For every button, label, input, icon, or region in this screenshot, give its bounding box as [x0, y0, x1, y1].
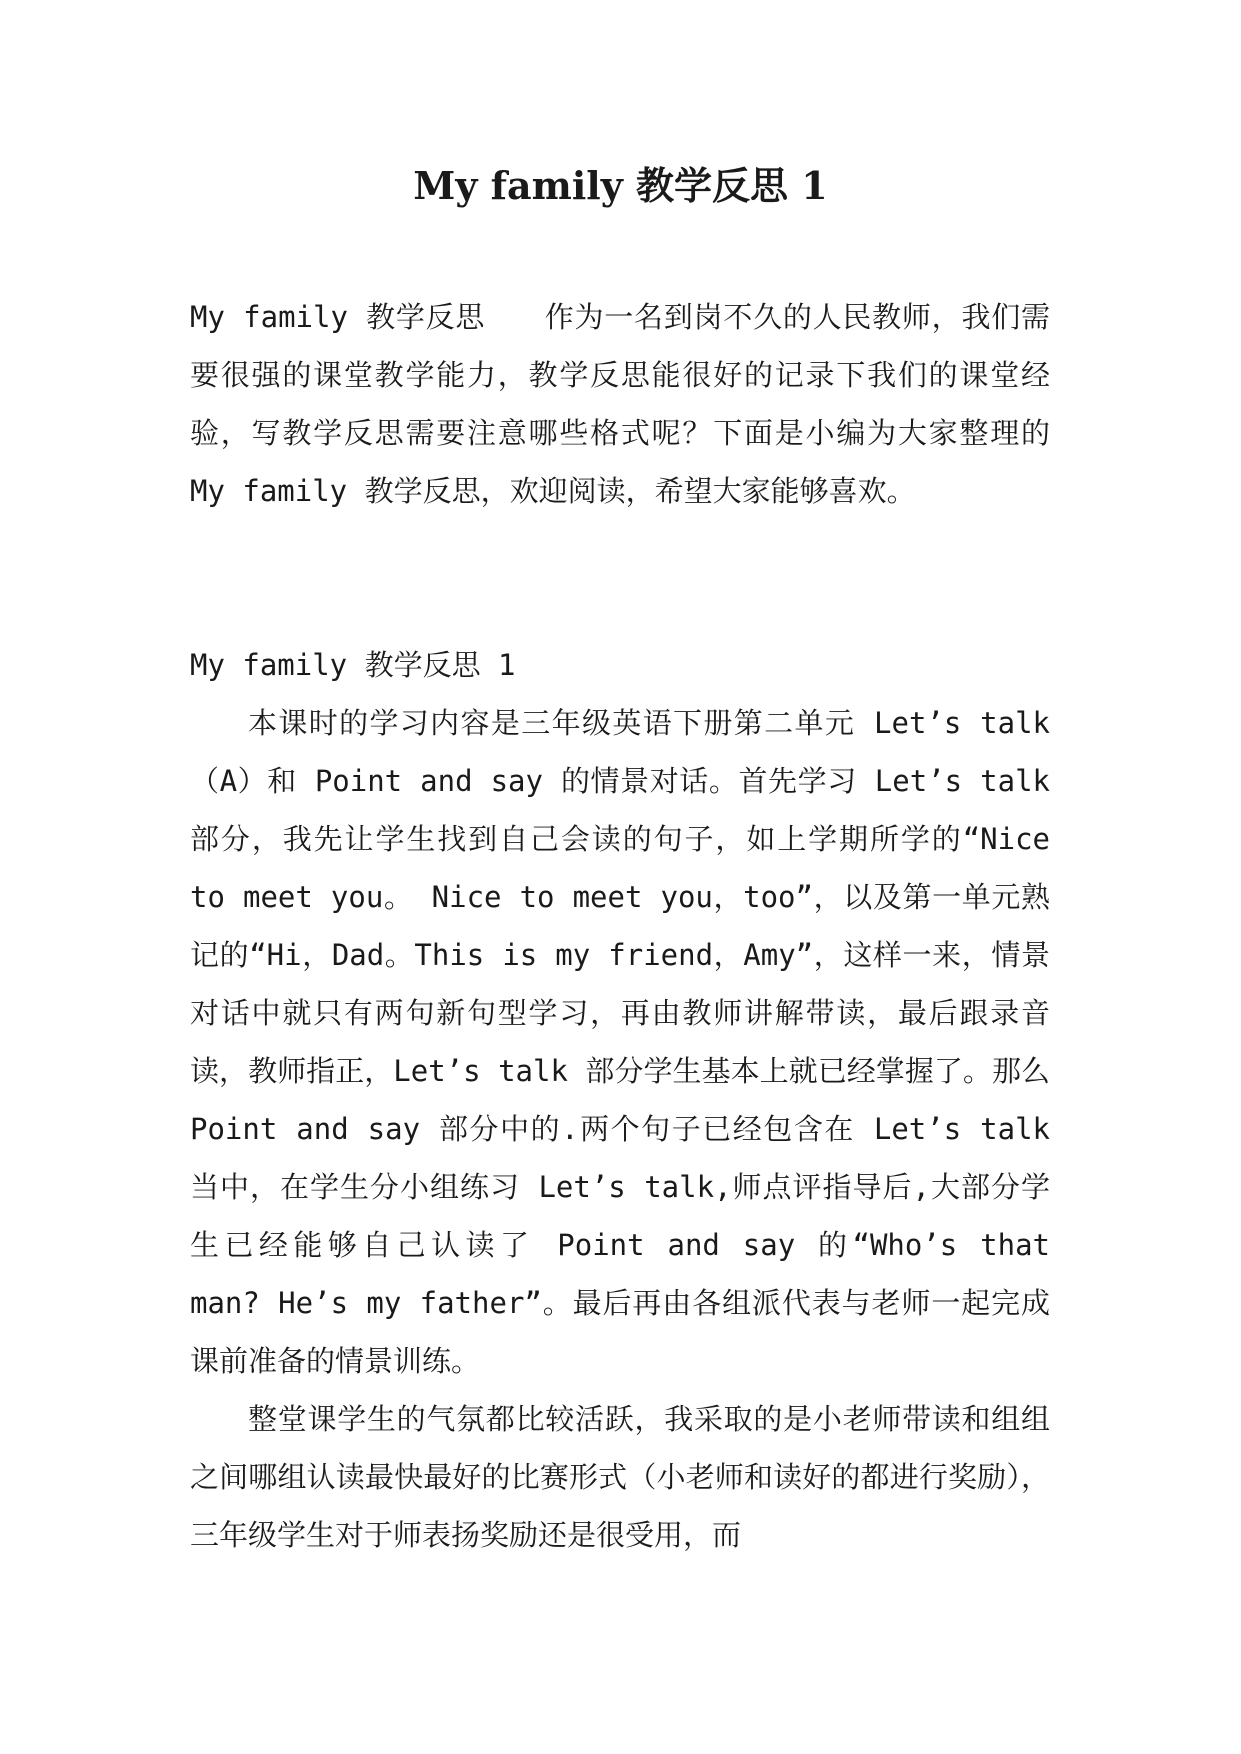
body-paragraph-1: 本课时的学习内容是三年级英语下册第二单元 Let’s talk（A）和 Point and say 的情景对话。首先学习 Let’s talk 部分，我先让学生找到自己会读的句子，如上学期所学的“Nice to meet you。 Nice to meet you，too”，以及第一单元熟记的“Hi，Dad。This is my friend，Amy”，这样一来，情景对话中就只有两句新句型学习，再由教师讲解带读，最后跟录音读，教师指正，Let’s talk 部分学生基本上就已经掌握了。那么 Point and say 部分中的.两个句子已经包含在 Let’s talk 当中，在学生分小组练习 Let’s talk,师点评指导后,大部分学生已经能够自己认读了 Point and say 的“Who’s that man? He’s my father”。最后再由各组派代表与老师一起完成课前准备的情景训练。: [190, 706, 1050, 1378]
body-paragraph-2: 整堂课学生的气氛都比较活跃，我采取的是小老师带读和组组之间哪组认读最快最好的比赛形式（小老师和读好的都进行奖励），三年级学生对于师表扬奖励还是很受用，而: [190, 1402, 1050, 1552]
document-title: My family 教学反思 1: [413, 163, 828, 208]
section-heading: My family 教学反思 1: [190, 648, 516, 682]
section-body: [190, 694, 1050, 1564]
intro-paragraph: My family 教学反思 作为一名到岗不久的人民教师，我们需要很强的课堂教学能力，教学反思能很好的记录下我们的课堂经验，写教学反思需要注意哪些格式呢？下面是小编为大家整理的 My family 教学反思，欢迎阅读，希望大家能够喜欢。: [190, 300, 1050, 508]
